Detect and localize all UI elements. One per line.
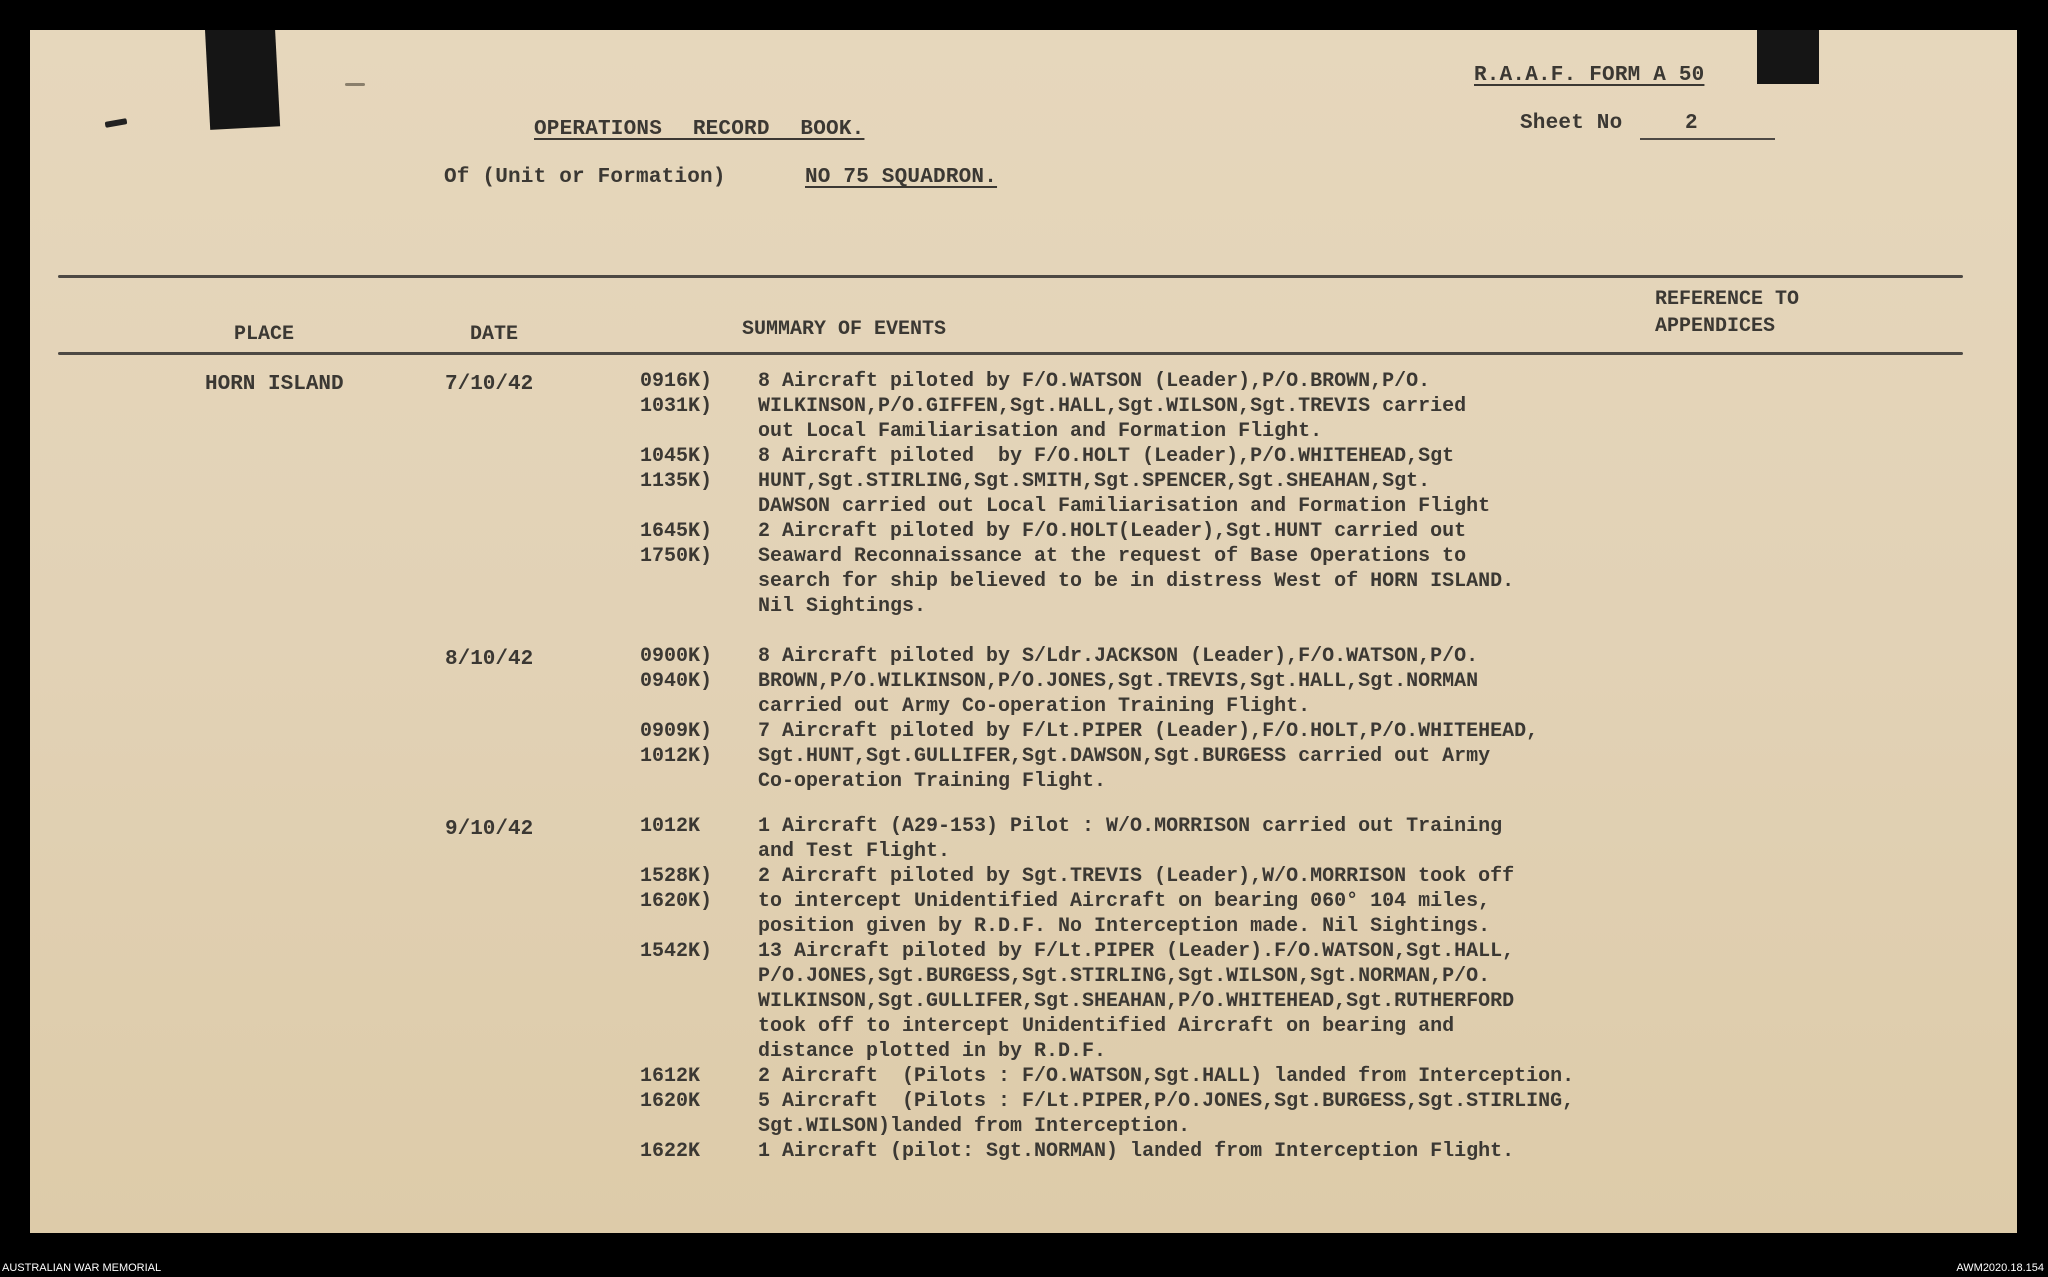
entry-summary-line: distance plotted in by R.D.F.: [758, 1040, 1107, 1063]
entry-date: 8/10/42: [445, 648, 534, 671]
entry-time: 1135K): [640, 470, 713, 493]
ink-mark: [345, 83, 365, 86]
entry-summary-line: took off to intercept Unidentified Aircraft on bearing and: [758, 1015, 1455, 1038]
entry-summary-line: 2 Aircraft (Pilots : F/O.WATSON,Sgt.HALL) landed from Interception.: [758, 1065, 1575, 1088]
entry-summary-line: 7 Aircraft piloted by F/Lt.PIPER (Leader),F/O.HOLT,P/O.WHITEHEAD,: [758, 720, 1539, 743]
date-column-header: DATE: [470, 323, 519, 346]
entry-summary-line: WILKINSON,P/O.GIFFEN,Sgt.HALL,Sgt.WILSON,Sgt.TREVIS carried: [758, 395, 1467, 418]
entry-summary-line: 13 Aircraft piloted by F/Lt.PIPER (Leader).F/O.WATSON,Sgt.HALL,: [758, 940, 1515, 963]
entry-summary-line: 8 Aircraft piloted by F/O.HOLT (Leader),P/O.WHITEHEAD,Sgt: [758, 445, 1455, 468]
entry-time: 1031K): [640, 395, 713, 418]
entry-summary-line: 1 Aircraft (pilot: Sgt.NORMAN) landed from Interception Flight.: [758, 1140, 1515, 1163]
entry-time: 1645K): [640, 520, 713, 543]
footer-source: AUSTRALIAN WAR MEMORIAL: [2, 1262, 162, 1274]
reference-header-line-1: REFERENCE TO: [1655, 288, 1800, 311]
entry-time: 1620K: [640, 1090, 701, 1113]
unit-label: Of (Unit or Formation): [444, 166, 726, 189]
entry-summary-line: and Test Flight.: [758, 840, 951, 863]
entry-summary-line: Co-operation Training Flight.: [758, 770, 1107, 793]
entry-summary-line: position given by R.D.F. No Interception made. Nil Sightings.: [758, 915, 1491, 938]
place-value: HORN ISLAND: [205, 373, 344, 396]
entry-time: 1012K): [640, 745, 713, 768]
entry-time: 0909K): [640, 720, 713, 743]
entry-time: 1012K: [640, 815, 701, 838]
tape-strip-left: [205, 30, 280, 130]
entry-time: 1620K): [640, 890, 713, 913]
entry-summary-line: 8 Aircraft piloted by S/Ldr.JACKSON (Leader),F/O.WATSON,P/O.: [758, 645, 1479, 668]
sheet-number-underline: [1640, 138, 1775, 140]
entry-time: 0940K): [640, 670, 713, 693]
entry-summary-line: 5 Aircraft (Pilots : F/Lt.PIPER,P/O.JONES,Sgt.BURGESS,Sgt.STIRLING,: [758, 1090, 1575, 1113]
entry-time: 1542K): [640, 940, 713, 963]
entry-time: 1622K: [640, 1140, 701, 1163]
entry-summary-line: Sgt.HUNT,Sgt.GULLIFER,Sgt.DAWSON,Sgt.BURGESS carried out Army: [758, 745, 1491, 768]
reference-header-line-2: APPENDICES: [1655, 315, 1776, 338]
entry-summary-line: DAWSON carried out Local Familiarisation and Formation Flight: [758, 495, 1491, 518]
entry-time: 0900K): [640, 645, 713, 668]
entry-date: 9/10/42: [445, 818, 534, 841]
table-header-rule: [58, 352, 1963, 355]
entry-summary-line: HUNT,Sgt.STIRLING,Sgt.SMITH,Sgt.SPENCER,Sgt.SHEAHAN,Sgt.: [758, 470, 1431, 493]
place-column-header: PLACE: [234, 323, 295, 346]
entry-summary-line: Seaward Reconnaissance at the request of Base Operations to: [758, 545, 1467, 568]
summary-column-header: SUMMARY OF EVENTS: [742, 318, 947, 341]
form-label: R.A.A.F. FORM A 50: [1474, 64, 1705, 87]
sheet-label: Sheet No: [1520, 112, 1623, 135]
entry-summary-line: Sgt.WILSON)landed from Interception.: [758, 1115, 1191, 1138]
entry-summary-line: to intercept Unidentified Aircraft on bearing 060° 104 miles,: [758, 890, 1491, 913]
entry-summary-line: out Local Familiarisation and Formation Flight.: [758, 420, 1323, 443]
footer-reference-number: AWM2020.18.154: [1956, 1262, 2044, 1274]
entry-summary-line: carried out Army Co-operation Training Flight.: [758, 695, 1311, 718]
table-top-rule: [58, 275, 1963, 278]
document-page: [30, 30, 2017, 1233]
tape-strip-right: [1757, 30, 1819, 84]
entry-summary-line: 1 Aircraft (A29-153) Pilot : W/O.MORRISON carried out Training: [758, 815, 1503, 838]
entry-time: 1750K): [640, 545, 713, 568]
entry-time: 0916K): [640, 370, 713, 393]
entry-time: 1528K): [640, 865, 713, 888]
ink-mark: [105, 118, 128, 128]
unit-name: NO 75 SQUADRON.: [805, 166, 998, 189]
entry-summary-line: 2 Aircraft piloted by Sgt.TREVIS (Leader),W/O.MORRISON took off: [758, 865, 1515, 888]
entry-date: 7/10/42: [445, 373, 534, 396]
sheet-number: 2: [1685, 112, 1698, 135]
entry-summary-line: P/O.JONES,Sgt.BURGESS,Sgt.STIRLING,Sgt.WILSON,Sgt.NORMAN,P/O.: [758, 965, 1491, 988]
entry-summary-line: 2 Aircraft piloted by F/O.HOLT(Leader),Sgt.HUNT carried out: [758, 520, 1467, 543]
entry-summary-line: Nil Sightings.: [758, 595, 927, 618]
entry-summary-line: 8 Aircraft piloted by F/O.WATSON (Leader),P/O.BROWN,P/O.: [758, 370, 1431, 393]
entry-summary-line: search for ship believed to be in distress West of HORN ISLAND.: [758, 570, 1515, 593]
document-title: OPERATIONS RECORD BOOK.: [534, 118, 865, 141]
entry-summary-line: BROWN,P/O.WILKINSON,P/O.JONES,Sgt.TREVIS,Sgt.HALL,Sgt.NORMAN: [758, 670, 1479, 693]
entry-time: 1612K: [640, 1065, 701, 1088]
entry-summary-line: WILKINSON,Sgt.GULLIFER,Sgt.SHEAHAN,P/O.WHITEHEAD,Sgt.RUTHERFORD: [758, 990, 1515, 1013]
entry-time: 1045K): [640, 445, 713, 468]
